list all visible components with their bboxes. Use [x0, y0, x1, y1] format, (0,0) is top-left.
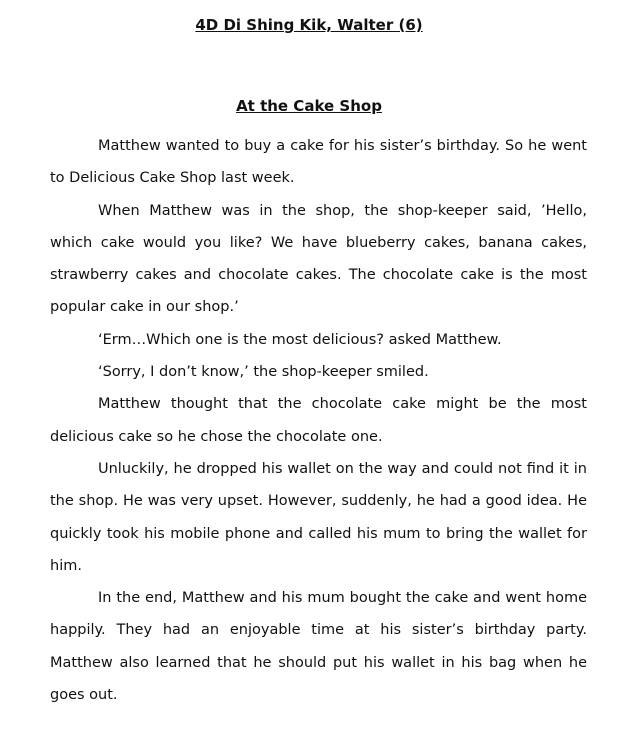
paragraph: Matthew thought that the chocolate cake might be the most delicious cake so he chose the chocolate one.	[50, 396, 587, 445]
paragraph: Unluckily, he dropped his wallet on the way and could not find it in the shop. He was very upset. However, suddenly, he had a good idea. He quickly took his mobile phone and called his mum to bring the wallet for him.	[50, 460, 587, 574]
student-header: 4D Di Shing Kik, Walter (6)	[195, 16, 423, 34]
paragraph: ‘Erm…Which one is the most delicious? asked Matthew.	[98, 331, 502, 348]
story-title: At the Cake Shop	[236, 97, 382, 115]
story-body	[50, 130, 587, 711]
paragraph: In the end, Matthew and his mum bought the cake and went home happily. They had an enjoyable time at his sister’s birthday party. Matthew also learned that he should put his wallet in his bag when he goes out.	[50, 590, 587, 704]
paragraph: ‘Sorry, I don’t know,’ the shop-keeper smiled.	[98, 364, 429, 381]
paragraph: Matthew wanted to buy a cake for his sister’s birthday. So he went to Delicious Cake Shop last week.	[50, 138, 587, 187]
paragraph: When Matthew was in the shop, the shop-keeper said, ’Hello, which cake would you like? We have blueberry cakes, banana cakes, strawberry cakes and chocolate cakes. The chocolate cake is the most popular cake in our shop.’	[50, 202, 587, 316]
